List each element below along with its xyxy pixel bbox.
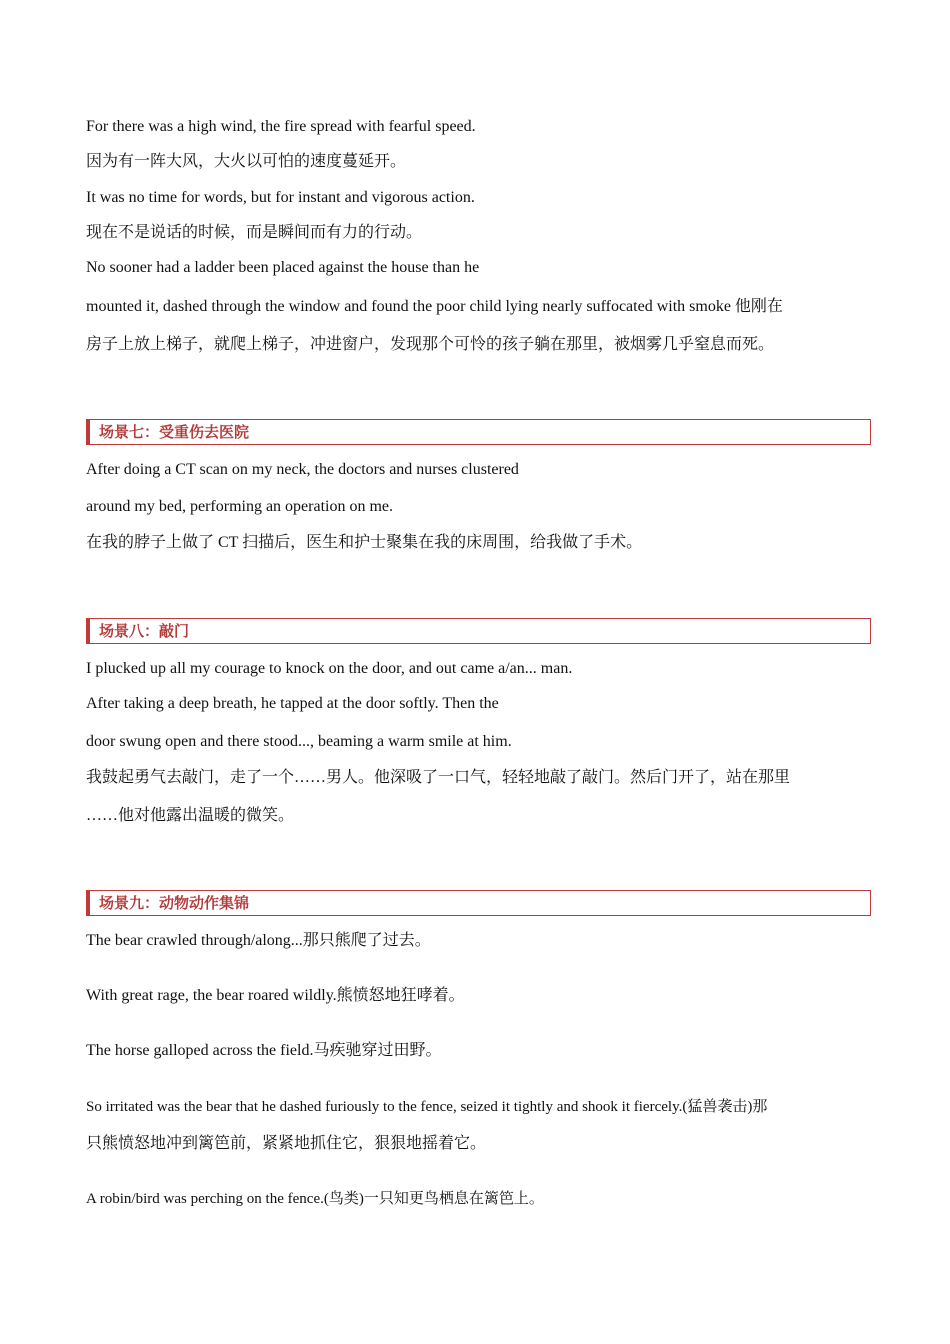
text-line: For there was a high wind, the fire spread with fearful speed. <box>86 118 476 135</box>
section-title: 场景八：敲门 <box>99 622 190 640</box>
text-line: 现在不是说话的时候，而是瞬间而有力的行动。 <box>86 224 423 241</box>
text-line: 因为有一阵大风，大火以可怕的速度蔓延开。 <box>86 153 407 170</box>
text-line: So irritated was the bear that he dashed furiously to the fence, seized it tightly and shook it fiercely.(猛兽袭击)那 <box>86 1099 768 1115</box>
text-line: It was no time for words, but for instant and vigorous action. <box>86 189 475 206</box>
text-line: I plucked up all my courage to knock on the door, and out came a/an... man. <box>86 660 573 677</box>
section-header-scene8 <box>86 618 871 644</box>
text-line: After doing a CT scan on my neck, the doctors and nurses clustered <box>86 461 519 478</box>
text-line: A robin/bird was perching on the fence.(鸟类)一只知更鸟栖息在篱笆上。 <box>86 1191 544 1207</box>
text-line: ……他对他露出温暖的微笑。 <box>86 807 295 824</box>
text-line: 在我的脖子上做了 CT 扫描后，医生和护士聚集在我的床周围，给我做了手术。 <box>86 534 643 551</box>
text-line: 只熊愤怒地冲到篱笆前，紧紧地抓住它，狠狠地摇着它。 <box>86 1135 487 1152</box>
text-line: The horse galloped across the field.马疾驰穿过田野。 <box>86 1042 442 1059</box>
text-line: The bear crawled through/along...那只熊爬了过去。 <box>86 932 431 949</box>
text-line: With great rage, the bear roared wildly.熊愤怒地狂哮着。 <box>86 987 465 1004</box>
text-line: door swung open and there stood..., beaming a warm smile at him. <box>86 733 512 750</box>
text-line: 房子上放上梯子，就爬上梯子，冲进窗户，发现那个可怜的孩子躺在那里，被烟雾几乎窒息而死。 <box>86 336 775 353</box>
text-line: 我鼓起勇气去敲门，走了一个……男人。他深吸了一口气，轻轻地敲了敲门。然后门开了，站在那里 <box>86 769 791 786</box>
section-header-scene9 <box>86 890 871 916</box>
section-title: 场景七：受重伤去医院 <box>99 423 250 441</box>
section-header-scene7 <box>86 419 871 445</box>
text-line: After taking a deep breath, he tapped at the door softly. Then the <box>86 695 499 712</box>
text-line: No sooner had a ladder been placed against the house than he <box>86 259 480 276</box>
section-title: 场景九：动物动作集锦 <box>99 894 250 912</box>
text-line: around my bed, performing an operation on me. <box>86 498 394 515</box>
text-line: mounted it, dashed through the window and found the poor child lying nearly suffocated with smoke 他刚在 <box>86 298 783 315</box>
